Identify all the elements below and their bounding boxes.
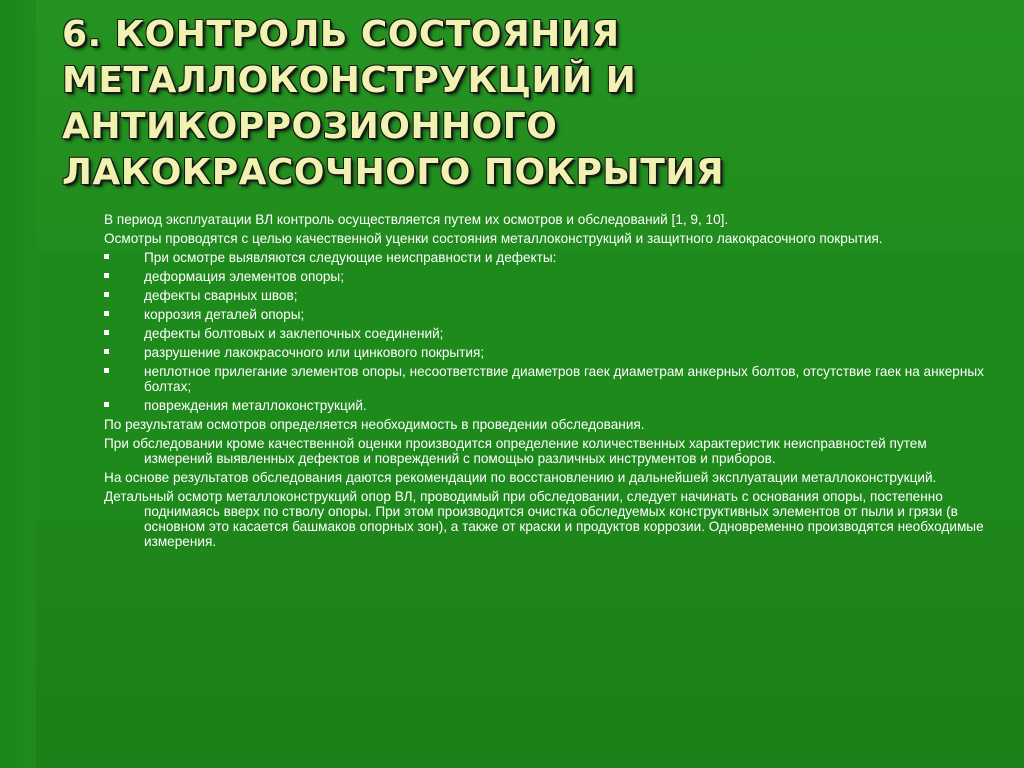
title-line-4: ЛАКОКРАСОЧНОГО ПОКРЫТИЯ <box>62 152 725 193</box>
square-bullet-icon <box>104 368 109 373</box>
square-bullet-icon <box>104 254 109 259</box>
paragraph-recommendations: На основе результатов обследования даются рекомендации по восстановлению и дальнейшей эксплуатации металлоконструкций. <box>104 470 937 485</box>
square-bullet-icon <box>104 349 109 354</box>
background-left-strip <box>0 0 36 768</box>
paragraph-inspection-purpose: Осмотры проводятся с целью качественной уценки состояния металлоконструкций и защитного лакокрасочного покрытия. <box>104 231 883 246</box>
title-line-3: АНТИКОРРОЗИОННОГО <box>62 106 558 147</box>
list-item: При осмотре выявляются следующие неисправности и дефекты: <box>104 250 984 265</box>
background-band-bottom <box>36 518 1024 768</box>
list-item: деформация элементов опоры; <box>104 269 984 284</box>
slide-body <box>104 212 984 553</box>
list-item: дефекты сварных швов; <box>104 288 984 303</box>
list-item: неплотное прилегание элементов опоры, несоответствие диаметров гаек диаметрам анкерных болтов, отсутствие гаек на анкерных болтах; <box>104 364 984 394</box>
square-bullet-icon <box>104 311 109 316</box>
slide-title <box>62 12 962 196</box>
paragraph-operation-control: В период эксплуатации ВЛ контроль осуществляется путем их осмотров и обследований [1, 9, 10]. <box>104 212 729 227</box>
square-bullet-icon <box>104 402 109 407</box>
paragraph-survey-quantitative: При обследовании кроме качественной оценки производится определение количественных характеристик неисправностей путем измерений выявленных дефектов и повреждений с помощью различных инструментов и приборов. <box>104 436 927 466</box>
list-item: дефекты болтовых и заклепочных соединений; <box>104 326 984 341</box>
square-bullet-icon <box>104 330 109 335</box>
square-bullet-icon <box>104 292 109 297</box>
list-item: повреждения металлоконструкций. <box>104 398 984 413</box>
list-item: коррозия деталей опоры; <box>104 307 984 322</box>
list-item: разрушение лакокрасочного или цинкового покрытия; <box>104 345 984 360</box>
square-bullet-icon <box>104 273 109 278</box>
paragraph-inspection-results: По результатам осмотров определяется необходимость в проведении обследования. <box>104 417 645 432</box>
paragraph-detailed-inspection: Детальный осмотр металлоконструкций опор ВЛ, проводимый при обследовании, следует начинать с основания опоры, постепенно поднимаясь вверх по стволу опоры. При этом производится очистка обследуемых конструктивных элементов от пыли и грязи (в основном это касается башмаков опорных зон), а также от краски и продуктов коррозии. Одновременно производятся необходимые измерения. <box>104 489 984 549</box>
title-line-2: МЕТАЛЛОКОНСТРУКЦИЙ И <box>62 60 637 101</box>
title-line-1: 6. КОНТРОЛЬ СОСТОЯНИЯ <box>62 14 620 55</box>
